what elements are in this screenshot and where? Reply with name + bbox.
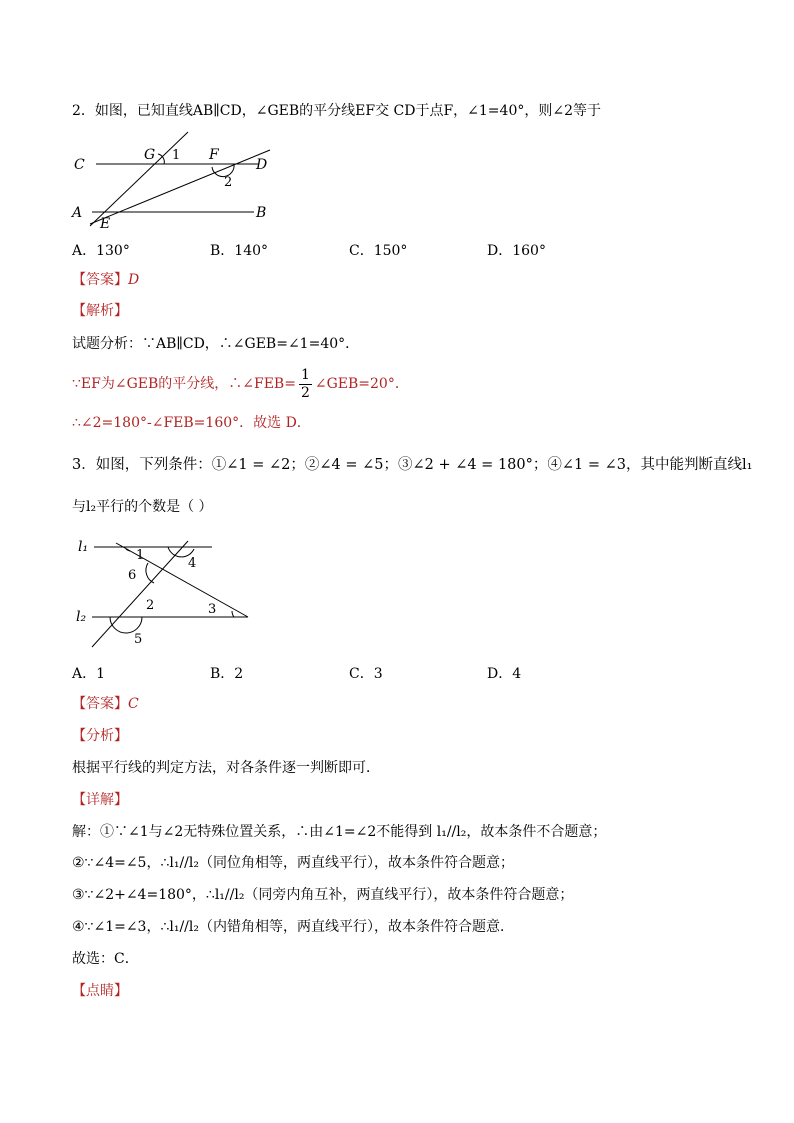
q3-detail-tag: 【详解】 (72, 792, 128, 808)
label-l2: l₂ (76, 609, 87, 625)
label-angle1: 1 (172, 148, 181, 163)
answer-value: D (128, 272, 140, 288)
q3-option-b: B．2 (210, 666, 244, 682)
frac-numerator: 1 (300, 366, 310, 383)
label-g: G (144, 147, 156, 163)
q3-detail-line4: ④∵∠1=∠3，∴l₁//l₂（内错角相等，两直线平行），故本条件符合题意． (72, 919, 514, 935)
frac-denominator: 2 (300, 384, 310, 401)
answer-tag: 【答案】 (72, 696, 128, 712)
label-angle2: 2 (224, 175, 233, 190)
q2-option-d: D．160° (487, 243, 546, 259)
label-angle2: 2 (146, 598, 155, 613)
label-angle4: 4 (188, 556, 197, 571)
label-b: B (256, 205, 267, 221)
label-angle5: 5 (134, 632, 143, 647)
answer-tag: 【答案】 (72, 272, 128, 288)
q3-stem-line2: 与l₂平行的个数是（ ） (72, 499, 213, 515)
q3-option-d: D．4 (487, 666, 522, 682)
q2-solution-line3: ∴∠2=180°-∠FEB=160°．故选 D． (72, 415, 311, 431)
q2-option-b: B．140° (210, 243, 269, 259)
answer-value: C (128, 696, 139, 712)
q3-stem-line1: 3．如图，下列条件：①∠1 = ∠2；②∠4 = ∠5；③∠2 + ∠4 = 180°；④∠1 = ∠3，其中能判断直线l₁ (72, 457, 753, 473)
q3-answer (72, 694, 139, 714)
label-angle3: 3 (208, 602, 217, 617)
q2-analysis-tag: 【解析】 (72, 303, 128, 319)
q2-figure (68, 128, 288, 232)
q2-option-c: C．150° (349, 243, 408, 259)
q3-figure (70, 533, 260, 651)
q3-fenxi-text: 根据平行线的判定方法，对各条件逐一判断即可． (72, 760, 380, 776)
line2-text-b: ∠GEB=20°． (314, 376, 409, 392)
angle5-arc (110, 617, 142, 633)
label-angle1: 1 (136, 548, 145, 563)
label-a: A (72, 205, 83, 221)
q2-option-a: A．130° (72, 243, 130, 259)
label-e: E (100, 216, 111, 232)
q3-detail-line1: 解：①∵∠1与∠2无特殊位置关系，∴由∠1=∠2不能得到 l₁//l₂，故本条件不合题意； (72, 824, 607, 840)
q3-detail-line2: ②∵∠4=∠5，∴l₁//l₂（同位角相等，两直线平行），故本条件符合题意； (72, 855, 514, 871)
label-d: D (256, 157, 268, 173)
q3-fenxi-tag: 【分析】 (72, 728, 128, 744)
angle3-arc (232, 611, 234, 617)
label-f: F (209, 147, 219, 163)
q3-dianjing-tag: 【点睛】 (72, 983, 128, 999)
fraction-one-half (299, 367, 312, 402)
q2-answer (72, 270, 139, 290)
q3-option-a: A．1 (72, 666, 106, 682)
q3-option-c: C．3 (349, 666, 383, 682)
label-angle6: 6 (128, 568, 137, 583)
q3-detail-line3: ③∵∠2+∠4=180°，∴l₁//l₂（同旁内角互补，两直线平行），故本条件符合题意； (72, 887, 574, 903)
line2-text-a: ∵EF为∠GEB的平分线，∴∠FEB= (72, 376, 296, 392)
q2-solution-line1: 试题分析：∵AB∥CD，∴∠GEB=∠1=40°． (72, 336, 360, 352)
q2-solution-line2 (72, 364, 409, 404)
label-c: C (74, 157, 85, 173)
q2-stem: 2．如图，已知直线AB∥CD，∠GEB的平分线EF交 CD于点F，∠1=40°，则∠2等于 (72, 103, 601, 119)
label-l1: l₁ (78, 539, 89, 555)
q3-conclusion: 故选：C． (72, 951, 139, 967)
